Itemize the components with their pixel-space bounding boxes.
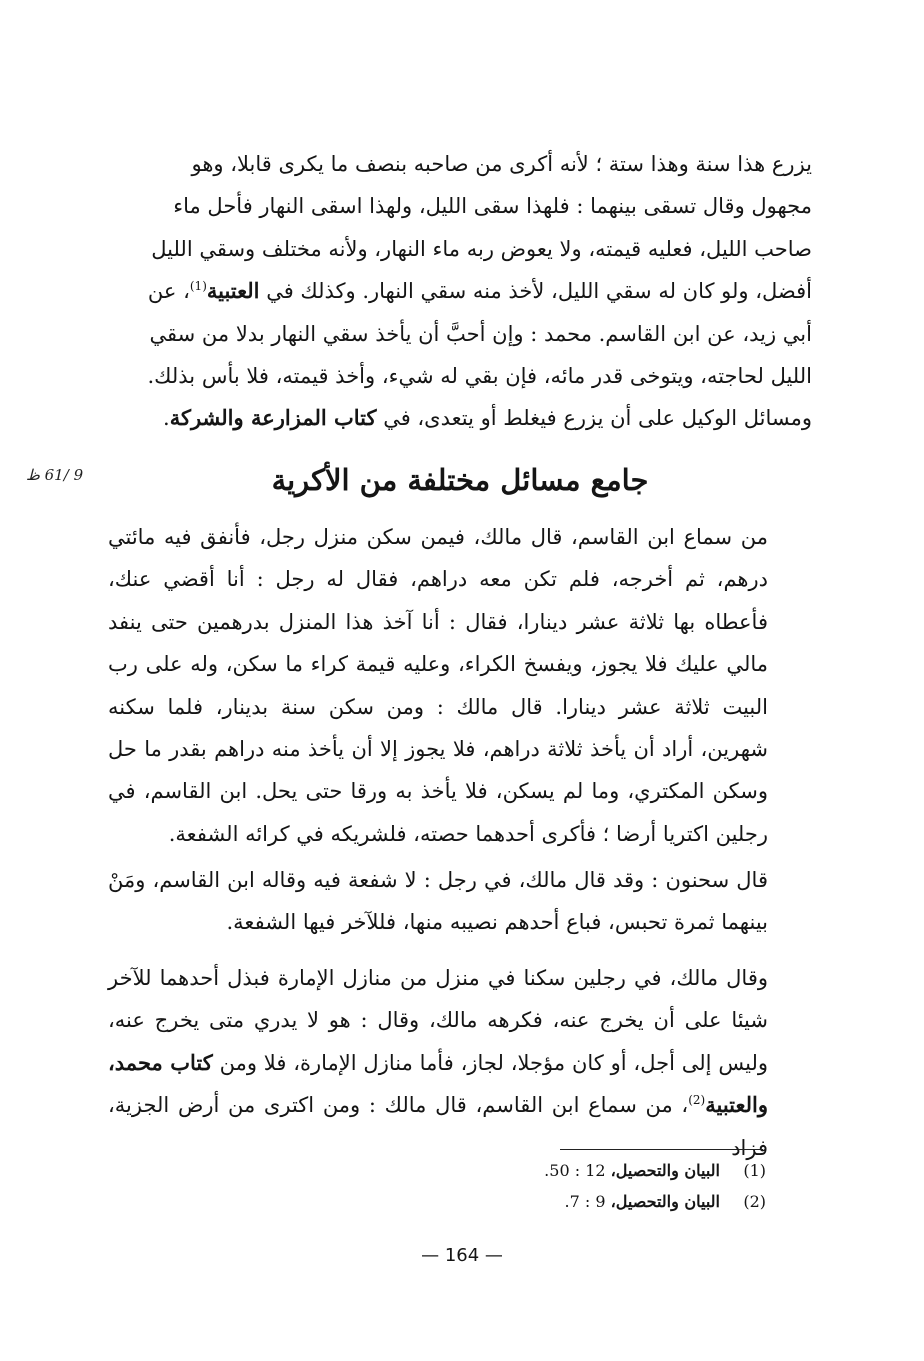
section-heading: جامع مسائل مختلفة من الأكرية [271, 463, 649, 497]
footnote-number: (2) [743, 1192, 766, 1211]
text-line: أفضل، ولو كان له سقي الليل، لأخذ منه سقي النهار. وكذلك في العتبية$^{(1)}$، عن [147, 278, 812, 304]
footnote-page-ref: 12 : 50. [544, 1161, 606, 1180]
text-line: يزرع هذا سنة وهذا ستة ؛ لأنه أكرى من صاحبه بنصف ما يكرى قابلا، وهو [191, 152, 812, 176]
paragraph-sahnun: قال سحنون : وقد قال مالك، في رجل : لا شفعة فيه وقاله ابن القاسم، ومَنْ بينهما ثمرة تحبس، فباع أحدهم نصيبه منها، فللآخر فيها الشفعة. [108, 868, 768, 935]
footnote-page-ref: 9 : 7. [564, 1192, 606, 1211]
manuscript-folio-reference: 9 /61 ظ [26, 466, 84, 484]
text-line: الليل لحاجته، ويتوخى قدر مائه، فإن بقي له شيء، وأخذ قيمته، فلا بأس بذلك. [147, 364, 812, 389]
footnote-source: البيان والتحصيل، [610, 1161, 720, 1180]
text-line: ومسائل الوكيل على أن يزرع فيغلط أو يتعدى، في كتاب المزارعة والشركة. [163, 405, 812, 431]
footnote-number: (1) [743, 1161, 766, 1180]
book-title-muzaraa: كتاب المزارعة والشركة [169, 405, 377, 431]
footnote-ref-1: (1) [189, 279, 207, 294]
text-line: أبي زيد، عن ابن القاسم. محمد : وإن أحبَّ أن يأخذ سقي النهار بدلا من سقي [149, 321, 812, 346]
footnote-source: البيان والتحصيل، [610, 1192, 720, 1211]
paragraph-karaa-continuation [108, 143, 812, 440]
footnote-separator [560, 1149, 763, 1150]
page-number: — 164 — [421, 1245, 503, 1266]
text-line: مجهول وقال تسقى بينهما : فلهذا سقى الليل، ولهذا اسقى النهار فأحل ماء [173, 194, 812, 219]
paragraph-malik-imara: وقال مالك، في رجلين سكنا في منزل من منازل الإمارة فبذل أحدهما للآخر شيئا على أن يخرج عنه، فكرهه مالك، وقال : هو لا يدري متى يخرج عنه، وليس إلى أجل، أو كان مؤجلا، لجاز، فأما منازل الإمارة، فلا ومن كتاب محمد، والعتبية$^{(2)}$، من سماع ابن القاسم، قال مالك : ومن اكترى من أرض الجزية، فزاد [108, 966, 768, 1160]
footnote-item [400, 1155, 766, 1186]
text-line: صاحب الليل، فعليه قيمته، ولا يعوض ربه ماء النهار، ولأنه مختلف وسقي الليل [151, 236, 812, 261]
footnote-ref-2: (2) [688, 1093, 706, 1108]
book-title-muhammad-utbiyya: كتاب محمد، والعتبية [108, 1049, 768, 1118]
footnotes [400, 1155, 766, 1217]
source-title-utbiyya: العتبية [206, 278, 260, 304]
paragraph-ibn-qasim: من سماع ابن القاسم، قال مالك، فيمن سكن منزل رجل، فأنفق فيه مائتي درهم، ثم أخرجه، فلم تكن معه دراهم، فقال له رجل : أنا أقضي عنك، فأعطاه بها ثلاثة عشر دينارا، فقال : أنا آخذ هذا المنزل بدرهمين حتى ينفد مالي عليك فلا يجوز، ويفسخ الكراء، وعليه قيمة كراء ما سكن، وله على رب البيت ثلاثة عشر دينارا. قال مالك : ومن سكن سنة بدينار، فلما سكنه شهرين، أراد أن يأخذ ثلاثة دراهم، فلا يجوز إلا أن يأخذ منه دراهم بقدر ما حل وسكن المكتري، وما لم يسكن، فلا يأخذ به ورقا حتى يحل. ابن القاسم، في رجلين اكتريا أرضا ؛ فأكرى أحدهما حصته، فلشريكه في كرائه الشفعة. [108, 525, 768, 846]
footnote-item [400, 1186, 766, 1217]
